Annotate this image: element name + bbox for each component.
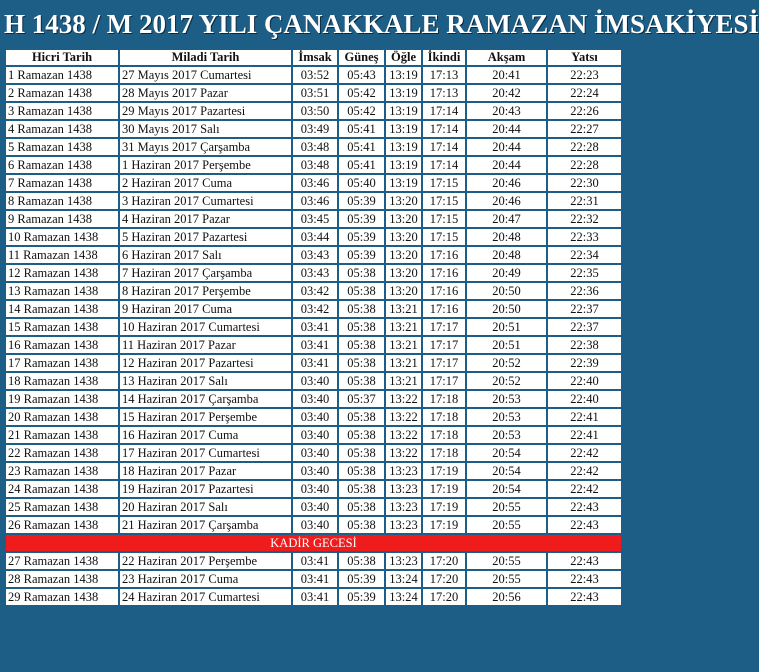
aksam-time-cell: 20:54 [466, 444, 547, 462]
ogle-time-cell: 13:19 [385, 120, 422, 138]
table-row [5, 210, 622, 228]
gunes-time-cell: 05:38 [338, 516, 385, 534]
yatsi-time-cell: 22:40 [547, 372, 622, 390]
imsak-time-cell: 03:41 [292, 570, 338, 588]
ikindi-time-cell: 17:18 [422, 426, 466, 444]
aksam-time-cell: 20:53 [466, 426, 547, 444]
yatsi-time-cell: 22:33 [547, 228, 622, 246]
imsak-time-cell: 03:41 [292, 318, 338, 336]
ikindi-time-cell: 17:14 [422, 102, 466, 120]
gunes-time-cell: 05:39 [338, 570, 385, 588]
ogle-time-cell: 13:23 [385, 462, 422, 480]
table-row [5, 462, 622, 480]
imsak-time-cell: 03:40 [292, 408, 338, 426]
aksam-time-cell: 20:52 [466, 354, 547, 372]
aksam-time-cell: 20:44 [466, 156, 547, 174]
ogle-time-cell: 13:19 [385, 66, 422, 84]
yatsi-time-cell: 22:41 [547, 408, 622, 426]
miladi-date-cell: 19 Haziran 2017 Pazartesi [119, 480, 292, 498]
ikindi-time-cell: 17:16 [422, 282, 466, 300]
hicri-date-cell: 26 Ramazan 1438 [5, 516, 119, 534]
ikindi-time-cell: 17:17 [422, 318, 466, 336]
gunes-time-cell: 05:38 [338, 264, 385, 282]
hicri-date-cell: 23 Ramazan 1438 [5, 462, 119, 480]
ogle-time-cell: 13:24 [385, 588, 422, 606]
imsak-time-cell: 03:50 [292, 102, 338, 120]
ogle-time-cell: 13:20 [385, 264, 422, 282]
imsak-time-cell: 03:51 [292, 84, 338, 102]
table-row [5, 264, 622, 282]
ikindi-time-cell: 17:18 [422, 444, 466, 462]
gunes-time-cell: 05:41 [338, 156, 385, 174]
gunes-time-cell: 05:38 [338, 444, 385, 462]
miladi-date-cell: 21 Haziran 2017 Çarşamba [119, 516, 292, 534]
imsak-time-cell: 03:41 [292, 354, 338, 372]
hicri-date-cell: 1 Ramazan 1438 [5, 66, 119, 84]
ikindi-time-cell: 17:16 [422, 246, 466, 264]
aksam-time-cell: 20:51 [466, 336, 547, 354]
ogle-time-cell: 13:23 [385, 480, 422, 498]
miladi-date-cell: 10 Haziran 2017 Cumartesi [119, 318, 292, 336]
ikindi-time-cell: 17:17 [422, 354, 466, 372]
miladi-date-cell: 20 Haziran 2017 Salı [119, 498, 292, 516]
schedule-table [4, 48, 623, 607]
ikindi-time-cell: 17:17 [422, 336, 466, 354]
table-row [5, 192, 622, 210]
aksam-time-cell: 20:41 [466, 66, 547, 84]
aksam-time-cell: 20:54 [466, 462, 547, 480]
yatsi-time-cell: 22:37 [547, 300, 622, 318]
table-row [5, 552, 622, 570]
ogle-time-cell: 13:21 [385, 354, 422, 372]
aksam-time-cell: 20:51 [466, 318, 547, 336]
ikindi-time-cell: 17:20 [422, 552, 466, 570]
aksam-time-cell: 20:46 [466, 174, 547, 192]
ikindi-time-cell: 17:14 [422, 120, 466, 138]
yatsi-time-cell: 22:23 [547, 66, 622, 84]
aksam-time-cell: 20:55 [466, 516, 547, 534]
gunes-time-cell: 05:39 [338, 228, 385, 246]
miladi-date-cell: 2 Haziran 2017 Cuma [119, 174, 292, 192]
gunes-time-cell: 05:43 [338, 66, 385, 84]
gunes-time-cell: 05:38 [338, 480, 385, 498]
ogle-time-cell: 13:20 [385, 228, 422, 246]
hicri-date-cell: 22 Ramazan 1438 [5, 444, 119, 462]
col-aksam-header: Akşam [466, 49, 547, 66]
gunes-time-cell: 05:42 [338, 102, 385, 120]
aksam-time-cell: 20:49 [466, 264, 547, 282]
gunes-time-cell: 05:37 [338, 390, 385, 408]
hicri-date-cell: 12 Ramazan 1438 [5, 264, 119, 282]
ogle-time-cell: 13:23 [385, 552, 422, 570]
miladi-date-cell: 14 Haziran 2017 Çarşamba [119, 390, 292, 408]
gunes-time-cell: 05:38 [338, 426, 385, 444]
hicri-date-cell: 29 Ramazan 1438 [5, 588, 119, 606]
aksam-time-cell: 20:50 [466, 300, 547, 318]
gunes-time-cell: 05:38 [338, 552, 385, 570]
ogle-time-cell: 13:20 [385, 246, 422, 264]
miladi-date-cell: 13 Haziran 2017 Salı [119, 372, 292, 390]
miladi-date-cell: 1 Haziran 2017 Perşembe [119, 156, 292, 174]
hicri-date-cell: 2 Ramazan 1438 [5, 84, 119, 102]
page-title: H 1438 / M 2017 YILI ÇANAKKALE RAMAZAN İMSAKİYESİ [4, 9, 759, 39]
gunes-time-cell: 05:38 [338, 318, 385, 336]
aksam-time-cell: 20:48 [466, 228, 547, 246]
hicri-date-cell: 27 Ramazan 1438 [5, 552, 119, 570]
ikindi-time-cell: 17:14 [422, 138, 466, 156]
miladi-date-cell: 5 Haziran 2017 Pazartesi [119, 228, 292, 246]
hicri-date-cell: 6 Ramazan 1438 [5, 156, 119, 174]
hicri-date-cell: 10 Ramazan 1438 [5, 228, 119, 246]
table-row [5, 588, 622, 606]
hicri-date-cell: 25 Ramazan 1438 [5, 498, 119, 516]
ikindi-time-cell: 17:18 [422, 408, 466, 426]
table-row [5, 354, 622, 372]
imsak-time-cell: 03:40 [292, 516, 338, 534]
imsak-time-cell: 03:42 [292, 300, 338, 318]
gunes-time-cell: 05:39 [338, 192, 385, 210]
gunes-time-cell: 05:38 [338, 462, 385, 480]
hicri-date-cell: 21 Ramazan 1438 [5, 426, 119, 444]
aksam-time-cell: 20:46 [466, 192, 547, 210]
ogle-time-cell: 13:22 [385, 390, 422, 408]
yatsi-time-cell: 22:43 [547, 570, 622, 588]
aksam-time-cell: 20:42 [466, 84, 547, 102]
aksam-time-cell: 20:54 [466, 480, 547, 498]
aksam-time-cell: 20:44 [466, 138, 547, 156]
yatsi-time-cell: 22:42 [547, 444, 622, 462]
ikindi-time-cell: 17:14 [422, 156, 466, 174]
yatsi-time-cell: 22:43 [547, 552, 622, 570]
table-row [5, 246, 622, 264]
col-ikindi-header: İkindi [422, 49, 466, 66]
hicri-date-cell: 20 Ramazan 1438 [5, 408, 119, 426]
yatsi-time-cell: 22:40 [547, 390, 622, 408]
hicri-date-cell: 3 Ramazan 1438 [5, 102, 119, 120]
hicri-date-cell: 18 Ramazan 1438 [5, 372, 119, 390]
hicri-date-cell: 28 Ramazan 1438 [5, 570, 119, 588]
table-row [5, 318, 622, 336]
yatsi-time-cell: 22:41 [547, 426, 622, 444]
ikindi-time-cell: 17:16 [422, 264, 466, 282]
yatsi-time-cell: 22:28 [547, 138, 622, 156]
ogle-time-cell: 13:21 [385, 372, 422, 390]
hicri-date-cell: 5 Ramazan 1438 [5, 138, 119, 156]
table-row [5, 444, 622, 462]
miladi-date-cell: 15 Haziran 2017 Perşembe [119, 408, 292, 426]
yatsi-time-cell: 22:31 [547, 192, 622, 210]
ogle-time-cell: 13:19 [385, 84, 422, 102]
gunes-time-cell: 05:38 [338, 300, 385, 318]
miladi-date-cell: 27 Mayıs 2017 Cumartesi [119, 66, 292, 84]
gunes-time-cell: 05:39 [338, 246, 385, 264]
yatsi-time-cell: 22:26 [547, 102, 622, 120]
table-row [5, 120, 622, 138]
yatsi-time-cell: 22:30 [547, 174, 622, 192]
hicri-date-cell: 4 Ramazan 1438 [5, 120, 119, 138]
aksam-time-cell: 20:55 [466, 552, 547, 570]
imsak-time-cell: 03:46 [292, 174, 338, 192]
ikindi-time-cell: 17:15 [422, 210, 466, 228]
table-row [5, 228, 622, 246]
kadir-gecesi-row [5, 534, 622, 552]
gunes-time-cell: 05:38 [338, 282, 385, 300]
ogle-time-cell: 13:21 [385, 300, 422, 318]
yatsi-time-cell: 22:43 [547, 516, 622, 534]
gunes-time-cell: 05:38 [338, 354, 385, 372]
aksam-time-cell: 20:43 [466, 102, 547, 120]
hicri-date-cell: 8 Ramazan 1438 [5, 192, 119, 210]
table-row [5, 390, 622, 408]
yatsi-time-cell: 22:42 [547, 480, 622, 498]
imsak-time-cell: 03:45 [292, 210, 338, 228]
miladi-date-cell: 18 Haziran 2017 Pazar [119, 462, 292, 480]
gunes-time-cell: 05:39 [338, 588, 385, 606]
table-row [5, 138, 622, 156]
ikindi-time-cell: 17:13 [422, 84, 466, 102]
miladi-date-cell: 12 Haziran 2017 Pazartesi [119, 354, 292, 372]
table-row [5, 66, 622, 84]
table-row [5, 372, 622, 390]
ikindi-time-cell: 17:16 [422, 300, 466, 318]
table-row [5, 102, 622, 120]
ogle-time-cell: 13:20 [385, 282, 422, 300]
ikindi-time-cell: 17:15 [422, 174, 466, 192]
miladi-date-cell: 9 Haziran 2017 Cuma [119, 300, 292, 318]
imsak-time-cell: 03:52 [292, 66, 338, 84]
imsak-time-cell: 03:48 [292, 156, 338, 174]
ogle-time-cell: 13:19 [385, 174, 422, 192]
gunes-time-cell: 05:38 [338, 372, 385, 390]
ogle-time-cell: 13:19 [385, 102, 422, 120]
aksam-time-cell: 20:52 [466, 372, 547, 390]
imsak-time-cell: 03:49 [292, 120, 338, 138]
gunes-time-cell: 05:40 [338, 174, 385, 192]
ikindi-time-cell: 17:19 [422, 480, 466, 498]
miladi-date-cell: 29 Mayıs 2017 Pazartesi [119, 102, 292, 120]
col-ogle-header: Öğle [385, 49, 422, 66]
ikindi-time-cell: 17:17 [422, 372, 466, 390]
imsak-time-cell: 03:40 [292, 462, 338, 480]
gunes-time-cell: 05:41 [338, 138, 385, 156]
table-row [5, 480, 622, 498]
col-yatsi-header: Yatsı [547, 49, 622, 66]
miladi-date-cell: 7 Haziran 2017 Çarşamba [119, 264, 292, 282]
table-row [5, 300, 622, 318]
ogle-time-cell: 13:24 [385, 570, 422, 588]
col-miladi-header: Miladi Tarih [119, 49, 292, 66]
yatsi-time-cell: 22:35 [547, 264, 622, 282]
imsak-time-cell: 03:40 [292, 372, 338, 390]
ogle-time-cell: 13:19 [385, 138, 422, 156]
imsak-time-cell: 03:40 [292, 498, 338, 516]
miladi-date-cell: 23 Haziran 2017 Cuma [119, 570, 292, 588]
ogle-time-cell: 13:19 [385, 156, 422, 174]
imsak-time-cell: 03:41 [292, 588, 338, 606]
ogle-time-cell: 13:22 [385, 426, 422, 444]
imsak-time-cell: 03:40 [292, 390, 338, 408]
ogle-time-cell: 13:23 [385, 516, 422, 534]
yatsi-time-cell: 22:27 [547, 120, 622, 138]
rows-after-kadir [5, 552, 622, 606]
yatsi-time-cell: 22:24 [547, 84, 622, 102]
imsak-time-cell: 03:40 [292, 426, 338, 444]
gunes-time-cell: 05:41 [338, 120, 385, 138]
kadir-gecesi-section [5, 534, 622, 552]
miladi-date-cell: 11 Haziran 2017 Pazar [119, 336, 292, 354]
miladi-date-cell: 31 Mayıs 2017 Çarşamba [119, 138, 292, 156]
yatsi-time-cell: 22:38 [547, 336, 622, 354]
ikindi-time-cell: 17:20 [422, 588, 466, 606]
miladi-date-cell: 22 Haziran 2017 Perşembe [119, 552, 292, 570]
miladi-date-cell: 4 Haziran 2017 Pazar [119, 210, 292, 228]
table-row [5, 282, 622, 300]
ikindi-time-cell: 17:18 [422, 390, 466, 408]
ikindi-time-cell: 17:15 [422, 228, 466, 246]
kadir-gecesi-label: KADİR GECESİ [5, 534, 622, 552]
miladi-date-cell: 30 Mayıs 2017 Salı [119, 120, 292, 138]
hicri-date-cell: 13 Ramazan 1438 [5, 282, 119, 300]
aksam-time-cell: 20:56 [466, 588, 547, 606]
ogle-time-cell: 13:20 [385, 192, 422, 210]
yatsi-time-cell: 22:42 [547, 462, 622, 480]
imsak-time-cell: 03:43 [292, 246, 338, 264]
gunes-time-cell: 05:38 [338, 498, 385, 516]
hicri-date-cell: 17 Ramazan 1438 [5, 354, 119, 372]
aksam-time-cell: 20:55 [466, 498, 547, 516]
hicri-date-cell: 7 Ramazan 1438 [5, 174, 119, 192]
miladi-date-cell: 16 Haziran 2017 Cuma [119, 426, 292, 444]
aksam-time-cell: 20:53 [466, 408, 547, 426]
gunes-time-cell: 05:39 [338, 210, 385, 228]
table-row [5, 156, 622, 174]
miladi-date-cell: 6 Haziran 2017 Salı [119, 246, 292, 264]
rows-before-kadir [5, 66, 622, 534]
imsak-time-cell: 03:44 [292, 228, 338, 246]
imsak-time-cell: 03:40 [292, 444, 338, 462]
hicri-date-cell: 14 Ramazan 1438 [5, 300, 119, 318]
table-row [5, 516, 622, 534]
gunes-time-cell: 05:42 [338, 84, 385, 102]
header-row [5, 49, 622, 66]
ogle-time-cell: 13:22 [385, 444, 422, 462]
yatsi-time-cell: 22:39 [547, 354, 622, 372]
aksam-time-cell: 20:53 [466, 390, 547, 408]
ogle-time-cell: 13:22 [385, 408, 422, 426]
table-row [5, 498, 622, 516]
hicri-date-cell: 16 Ramazan 1438 [5, 336, 119, 354]
ogle-time-cell: 13:23 [385, 498, 422, 516]
imsak-time-cell: 03:43 [292, 264, 338, 282]
hicri-date-cell: 24 Ramazan 1438 [5, 480, 119, 498]
hicri-date-cell: 11 Ramazan 1438 [5, 246, 119, 264]
aksam-time-cell: 20:48 [466, 246, 547, 264]
aksam-time-cell: 20:55 [466, 570, 547, 588]
hicri-date-cell: 15 Ramazan 1438 [5, 318, 119, 336]
ikindi-time-cell: 17:19 [422, 462, 466, 480]
hicri-date-cell: 19 Ramazan 1438 [5, 390, 119, 408]
ikindi-time-cell: 17:13 [422, 66, 466, 84]
table-row [5, 174, 622, 192]
ogle-time-cell: 13:21 [385, 336, 422, 354]
imsak-time-cell: 03:41 [292, 552, 338, 570]
yatsi-time-cell: 22:34 [547, 246, 622, 264]
yatsi-time-cell: 22:32 [547, 210, 622, 228]
ikindi-time-cell: 17:19 [422, 516, 466, 534]
gunes-time-cell: 05:38 [338, 408, 385, 426]
col-gunes-header: Güneş [338, 49, 385, 66]
imsak-time-cell: 03:48 [292, 138, 338, 156]
yatsi-time-cell: 22:37 [547, 318, 622, 336]
ikindi-time-cell: 17:19 [422, 498, 466, 516]
miladi-date-cell: 3 Haziran 2017 Cumartesi [119, 192, 292, 210]
ogle-time-cell: 13:21 [385, 318, 422, 336]
col-imsak-header: İmsak [292, 49, 338, 66]
col-hicri-header: Hicri Tarih [5, 49, 119, 66]
table-row [5, 408, 622, 426]
aksam-time-cell: 20:47 [466, 210, 547, 228]
miladi-date-cell: 24 Haziran 2017 Cumartesi [119, 588, 292, 606]
imsak-time-cell: 03:42 [292, 282, 338, 300]
ikindi-time-cell: 17:20 [422, 570, 466, 588]
table-row [5, 84, 622, 102]
hicri-date-cell: 9 Ramazan 1438 [5, 210, 119, 228]
aksam-time-cell: 20:50 [466, 282, 547, 300]
miladi-date-cell: 17 Haziran 2017 Cumartesi [119, 444, 292, 462]
yatsi-time-cell: 22:36 [547, 282, 622, 300]
table-row [5, 336, 622, 354]
yatsi-time-cell: 22:28 [547, 156, 622, 174]
imsak-time-cell: 03:40 [292, 480, 338, 498]
aksam-time-cell: 20:44 [466, 120, 547, 138]
imsak-time-cell: 03:41 [292, 336, 338, 354]
miladi-date-cell: 8 Haziran 2017 Perşembe [119, 282, 292, 300]
ikindi-time-cell: 17:15 [422, 192, 466, 210]
yatsi-time-cell: 22:43 [547, 498, 622, 516]
table-row [5, 426, 622, 444]
gunes-time-cell: 05:38 [338, 336, 385, 354]
yatsi-time-cell: 22:43 [547, 588, 622, 606]
table-row [5, 570, 622, 588]
imsak-time-cell: 03:46 [292, 192, 338, 210]
miladi-date-cell: 28 Mayıs 2017 Pazar [119, 84, 292, 102]
ogle-time-cell: 13:20 [385, 210, 422, 228]
